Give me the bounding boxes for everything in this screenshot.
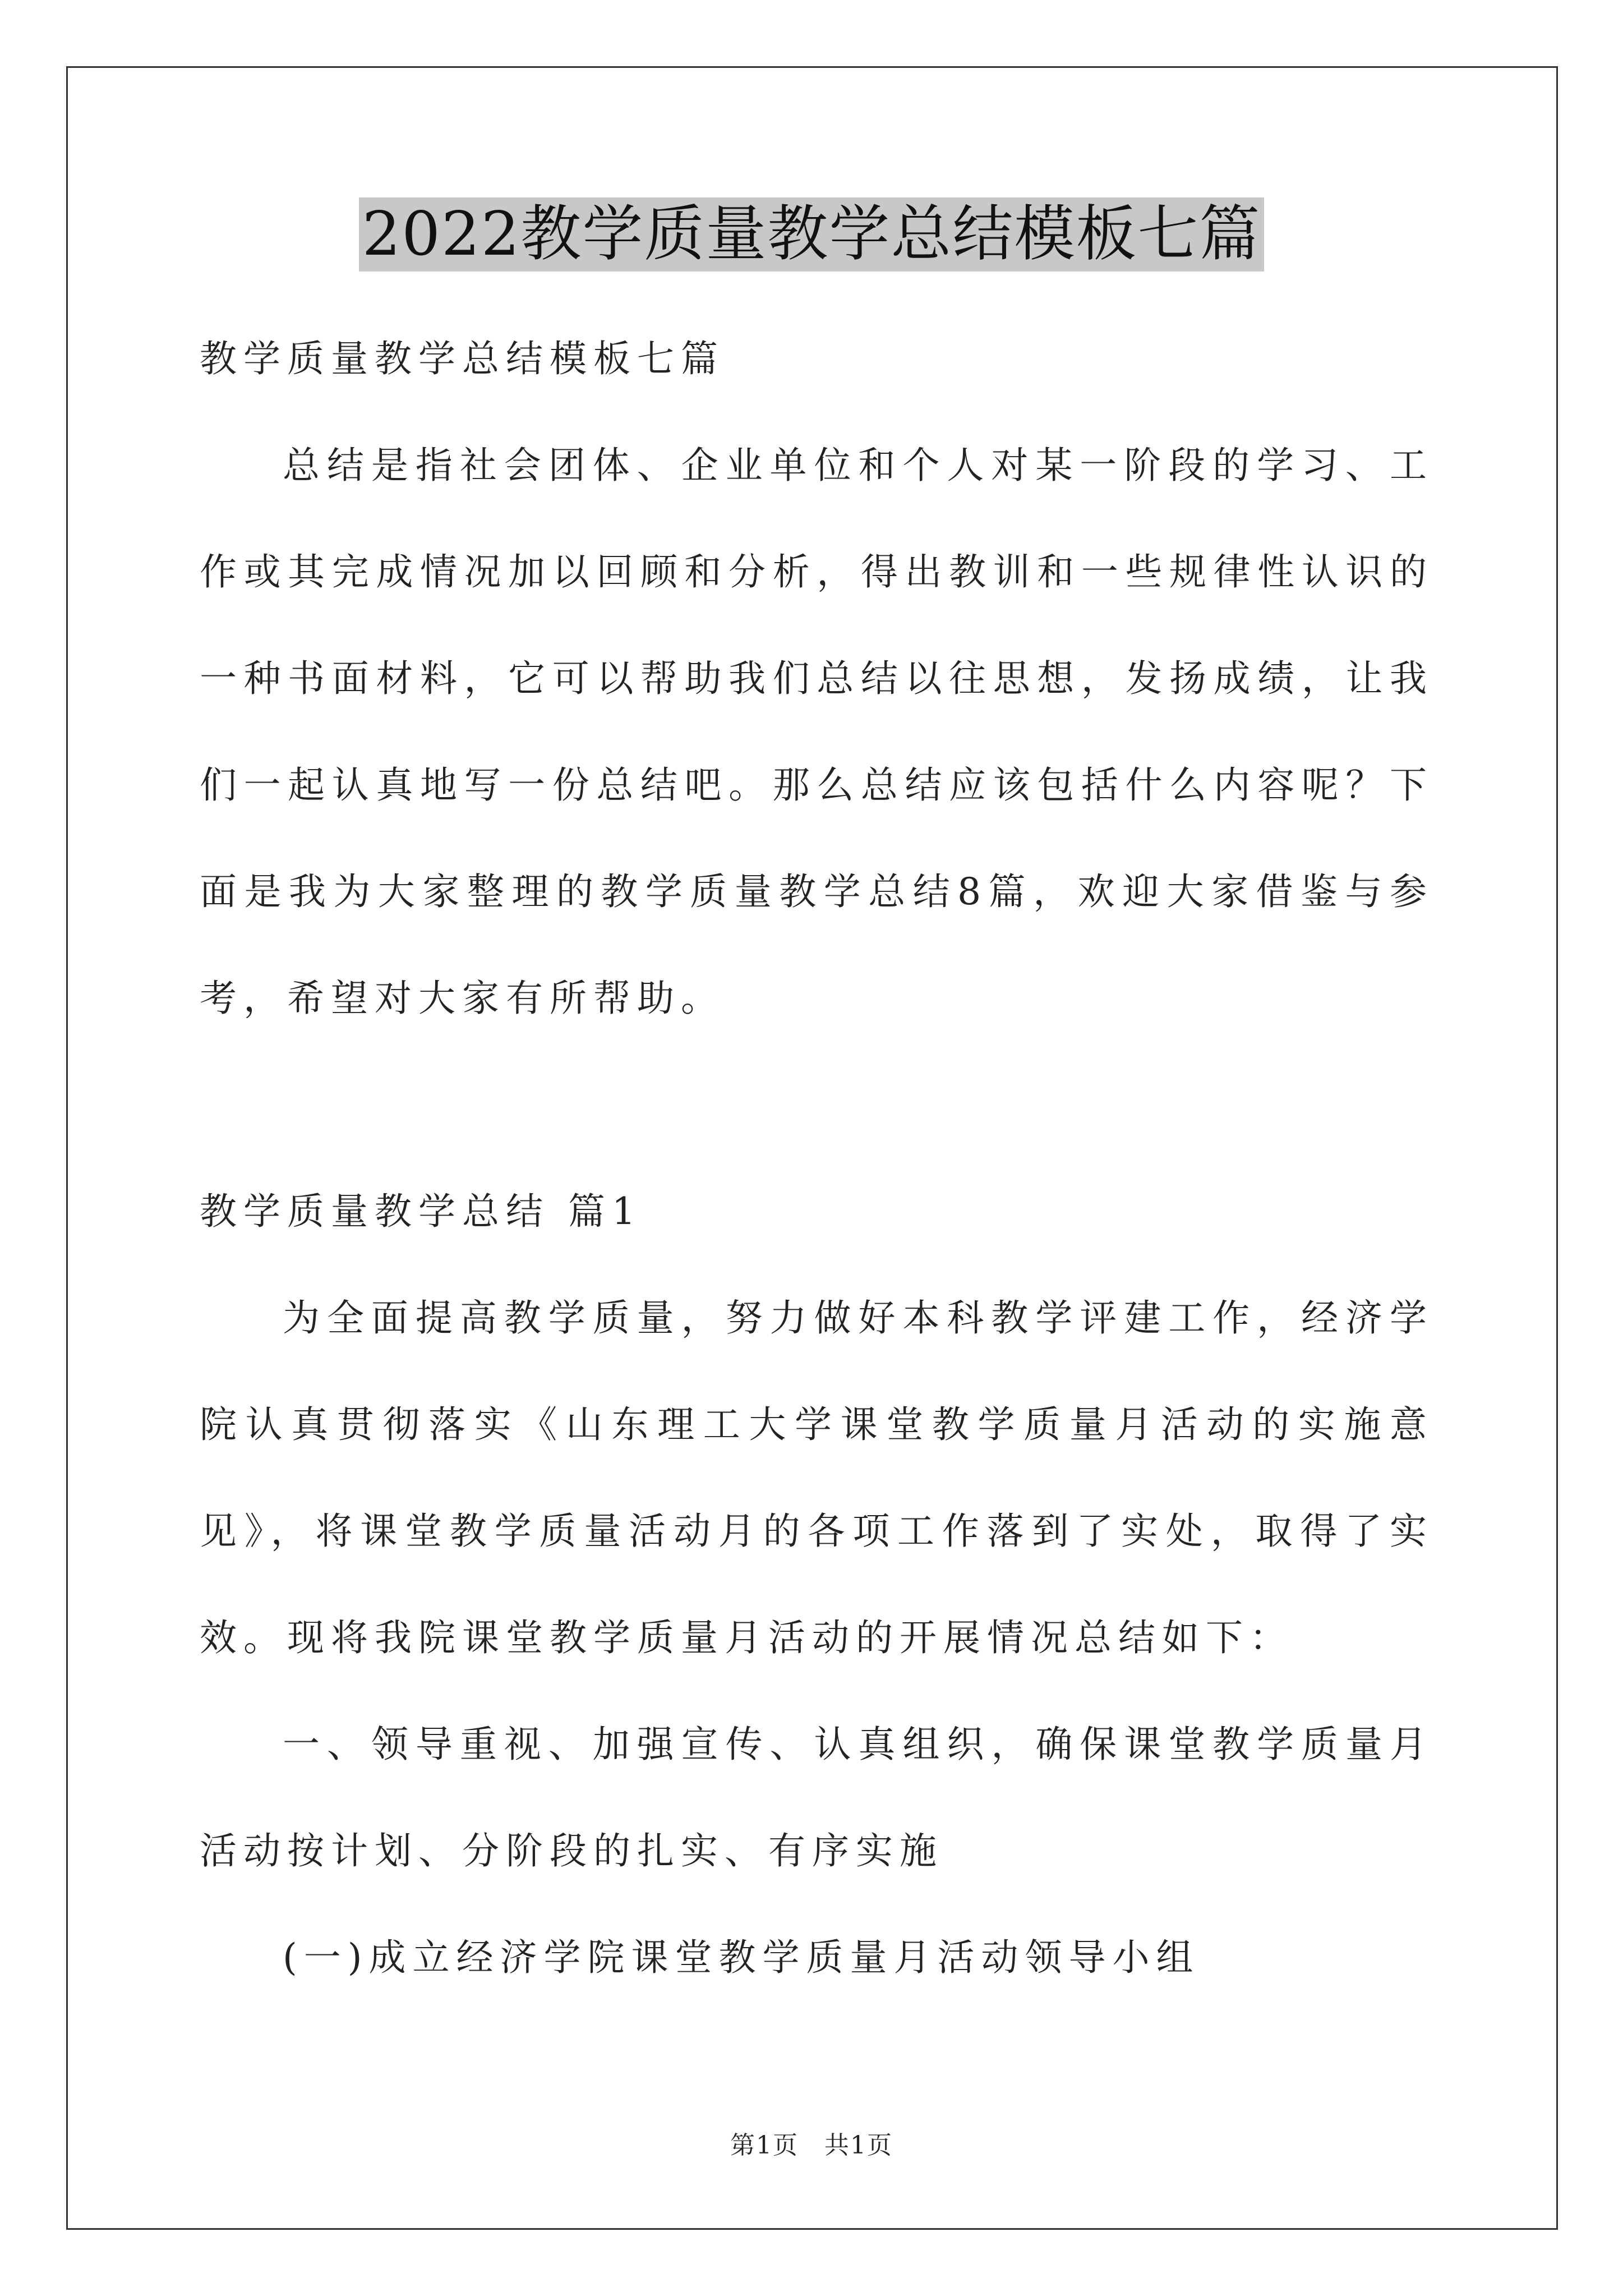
body-paragraph: 为全面提高教学质量，努力做好本科教学评建工作，经济学院认真贯彻落实《山东理工大学课堂教学质量月活动的实施意见》，将课堂教学质量活动月的各项工作落到了实处，取得了实效。现将我院课堂教学质量月活动的开展情况总结如下： xyxy=(200,1296,1433,1659)
intro-paragraph: 总结是指社会团体、企业单位和个人对某一阶段的学习、工作或其完成情况加以回顾和分析，得出教训和一些规律性认识的一种书面材料，它可以帮助我们总结以往思想，发扬成绩，让我们一起认真地写一份总结吧。那么总结应该包括什么内容呢？下面是我为大家整理的教学质量教学总结8篇，欢迎大家借鉴与参考，希望对大家有所帮助。 xyxy=(200,444,1433,1020)
subtitle-paragraph: 教学质量教学总结模板七篇 xyxy=(200,337,725,380)
paragraph-gap xyxy=(200,1052,1433,1158)
section-heading: 教学质量教学总结 篇1 xyxy=(200,1190,642,1233)
document-body xyxy=(200,306,1433,2011)
title-wrap xyxy=(0,197,1623,272)
body-paragraph: (一)成立经济学院课堂教学质量月活动领导小组 xyxy=(283,1936,1200,1979)
document-title: 2022教学质量教学总结模板七篇 xyxy=(359,197,1265,272)
body-paragraph: 一、领导重视、加强宣传、认真组织，确保课堂教学质量月活动按计划、分阶段的扎实、有序实施 xyxy=(200,1723,1433,1872)
page-footer: 第1页 共1页 xyxy=(730,2131,893,2160)
